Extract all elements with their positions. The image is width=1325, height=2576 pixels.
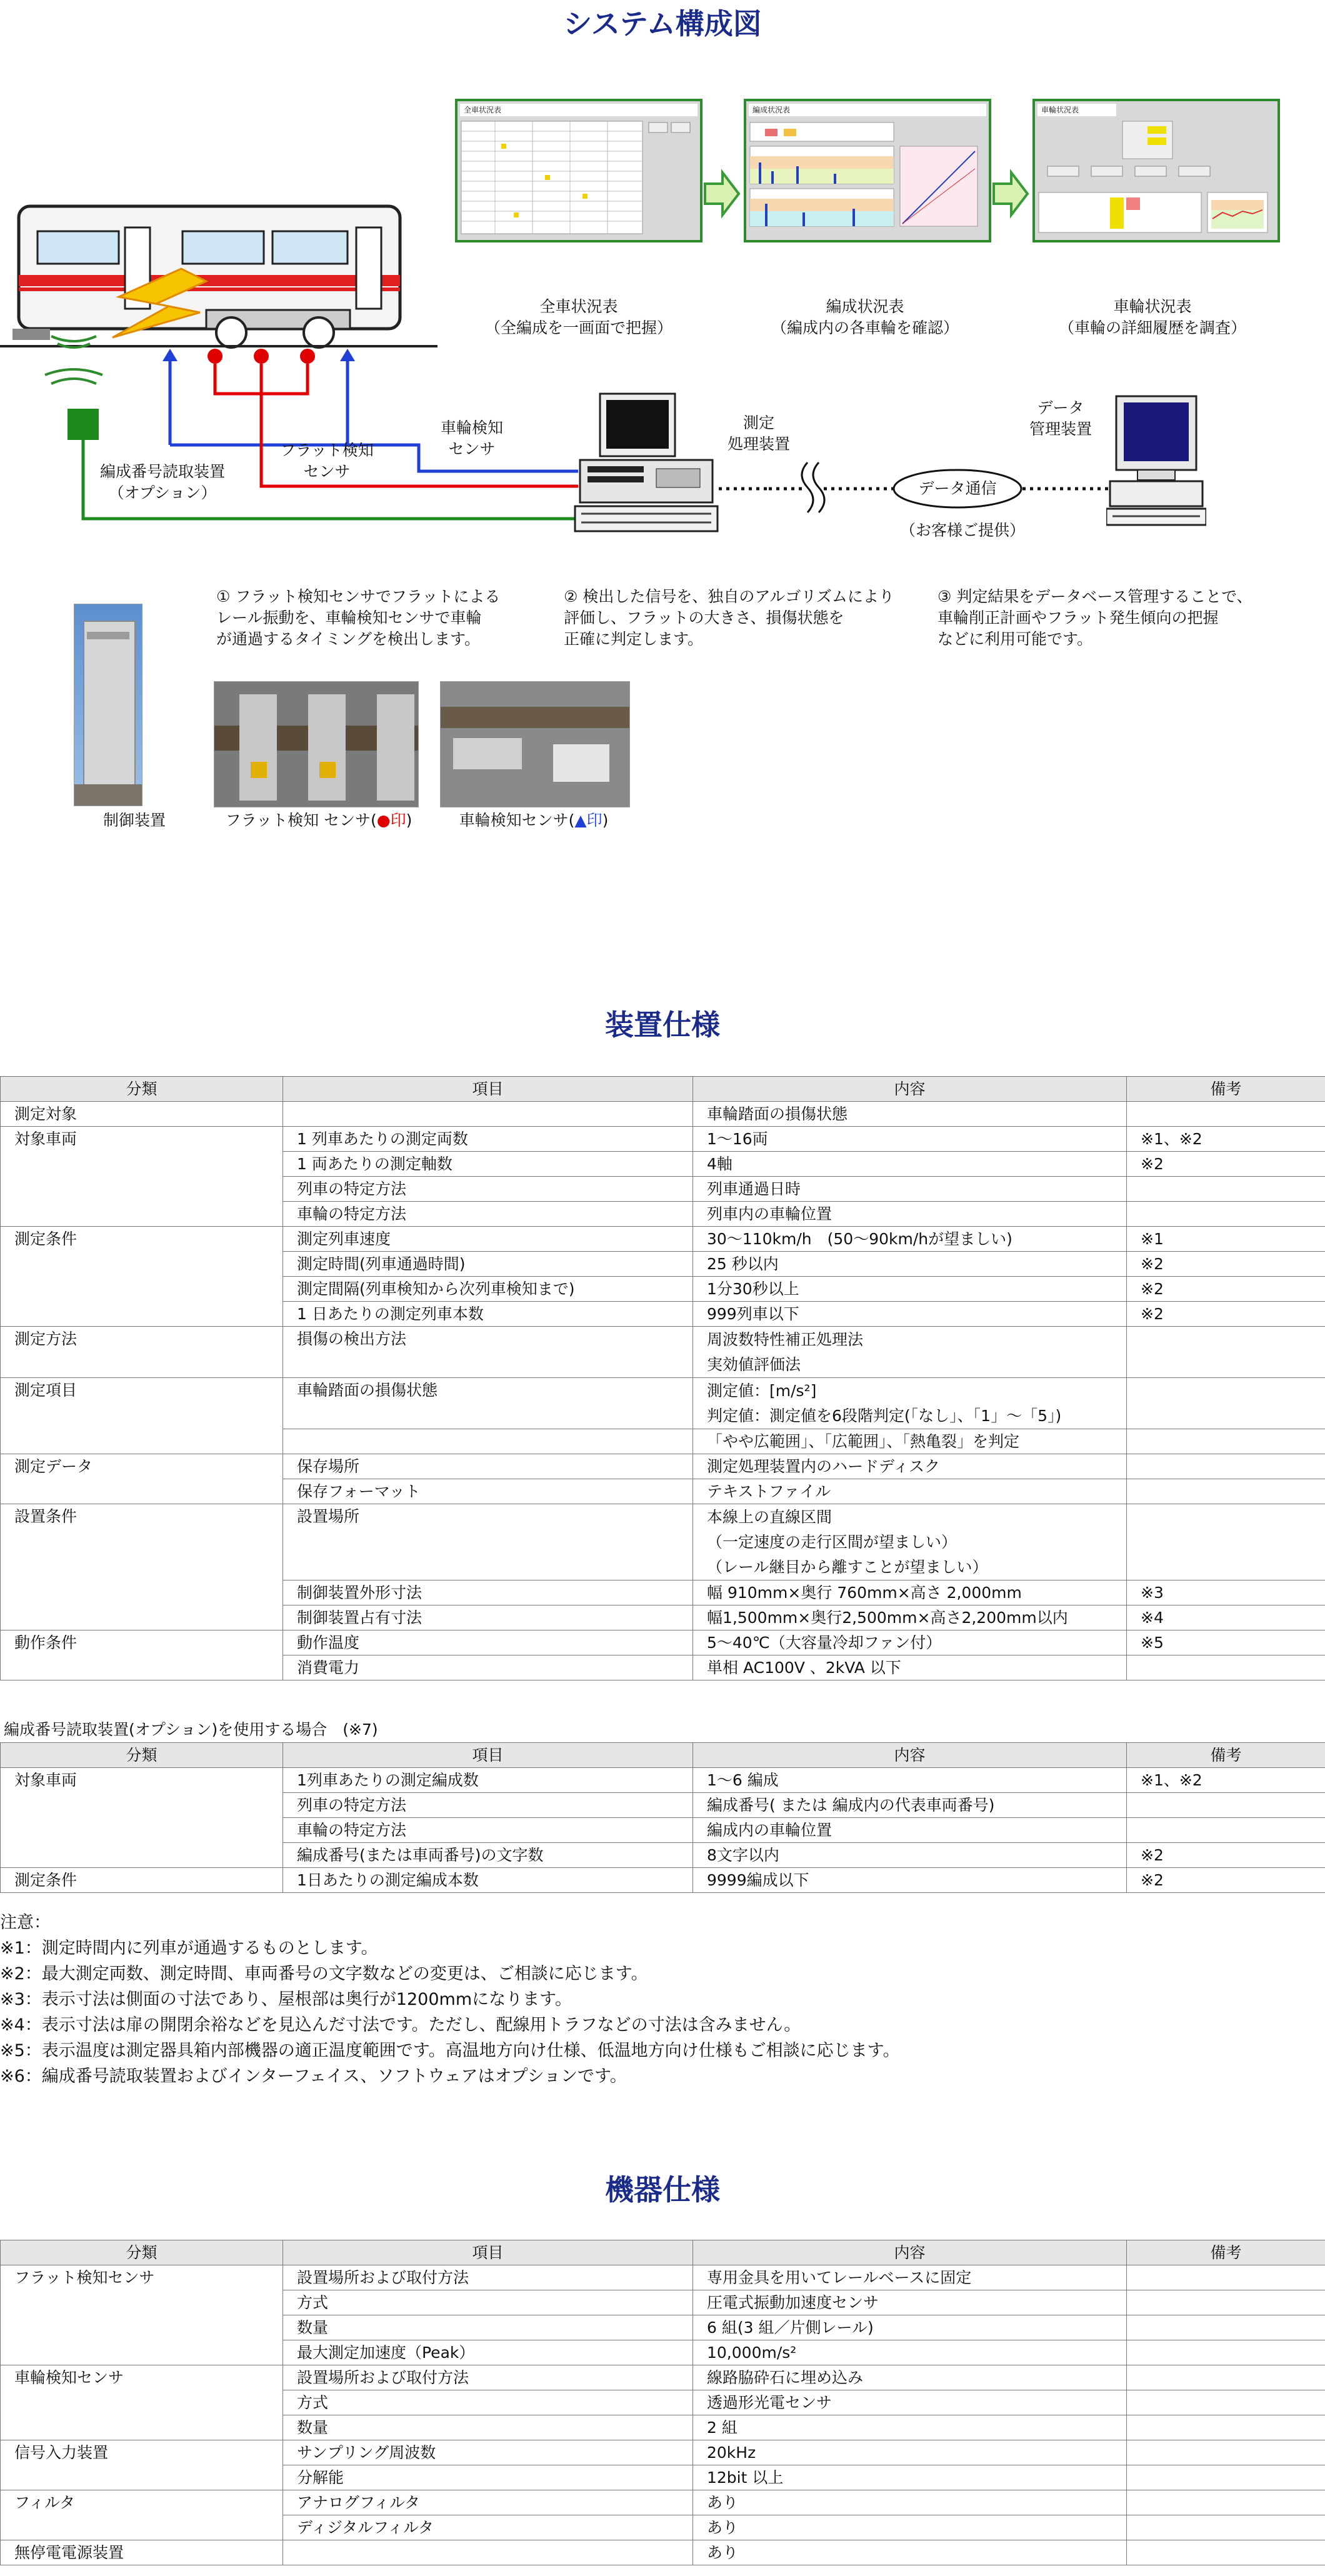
flat-sensor-caption: フラット検知 センサ(●印) — [225, 811, 412, 829]
table-row — [1, 1454, 1325, 1479]
table-cell: 方式 — [283, 2390, 693, 2415]
table-cell: フィルタ — [1, 2490, 283, 2540]
table-cell — [1127, 2290, 1325, 2315]
table-cell: 5〜40℃（大容量冷却ファン付） — [693, 1630, 1127, 1655]
table-cell: 車輪の特定方法 — [283, 1202, 693, 1227]
table-cell: 設置条件 — [1, 1504, 283, 1630]
table-cell: 8文字以内 — [693, 1843, 1127, 1868]
table-row — [1, 2490, 1325, 2515]
table-cell: 単相 AC100V 、2kVA 以下 — [693, 1655, 1127, 1680]
table-cell — [1127, 2315, 1325, 2340]
table-cell: 「やや広範囲」、「広範囲」、「熱亀裂」を判定 — [693, 1429, 1127, 1454]
table-cell: 損傷の検出方法 — [283, 1327, 693, 1378]
data-server-icon — [1106, 394, 1206, 531]
table-header-row — [1, 2240, 1325, 2265]
table-cell: ※2 — [1127, 1843, 1325, 1868]
table-cell: 測定対象 — [1, 1102, 283, 1127]
table-cell — [1127, 1793, 1325, 1818]
table-cell: あり — [693, 2515, 1127, 2540]
table-cell: 圧電式振動加速度センサ — [693, 2290, 1127, 2315]
table-header-cell: 内容 — [693, 1077, 1127, 1102]
table-cell: 車輪踏面の損傷状態 — [693, 1102, 1127, 1127]
table-cell — [1127, 1454, 1325, 1479]
table-cell: ※2 — [1127, 1152, 1325, 1177]
table-row — [1, 1768, 1325, 1793]
reader-label: 編成番号読取装置 （オプション） — [99, 462, 225, 502]
flat-sensor-photo — [214, 681, 419, 807]
measure-unit-label: 測定 処理装置 — [727, 414, 790, 453]
table-cell — [1127, 2365, 1325, 2390]
table-cell: 信号入力装置 — [1, 2440, 283, 2490]
table-cell: 10,000m/s² — [693, 2340, 1127, 2365]
table-cell: 6 組(3 組／片側レール) — [693, 2315, 1127, 2340]
table-cell — [1127, 1378, 1325, 1429]
table-cell: 幅 910mm×奥行 760mm×高さ 2,000mm — [693, 1580, 1127, 1605]
screen-formation-content — [746, 119, 984, 237]
table-cell: 測定データ — [1, 1454, 283, 1504]
table-cell: ※2 — [1127, 1868, 1325, 1893]
table-cell — [283, 1429, 693, 1454]
table-cell — [1127, 2415, 1325, 2440]
table-cell: 列車の特定方法 — [283, 1177, 693, 1202]
table-cell: 12bit 以上 — [693, 2465, 1127, 2490]
table-header-cell: 分類 — [1, 1077, 283, 1102]
table-cell: テキストファイル — [693, 1479, 1127, 1504]
table-cell: 制御装置外形寸法 — [283, 1580, 693, 1605]
table-cell: 無停電電源装置 — [1, 2540, 283, 2565]
table-row — [1, 1504, 1325, 1580]
table-row — [1, 1227, 1325, 1252]
table-cell: 保存フォーマット — [283, 1479, 693, 1504]
arrow-right-icon — [991, 169, 1030, 219]
screen-wheel — [1032, 99, 1280, 242]
control-unit-caption: 制御装置 — [102, 811, 166, 829]
note-line: ※2：最大測定両数、測定時間、車両番号の文字数などの変更は、ご相談に応じます。 — [0, 1964, 648, 1984]
step-1: ① フラット検知センサでフラットによる レール振動を、車輪検知センサで車輪 が通過するタイミングを検出します。 — [216, 587, 501, 648]
table-cell: 25 秒以内 — [693, 1252, 1127, 1277]
note-line: ※5：表示温度は測定器具箱内部機器の適正温度範囲です。高温地方向け仕様、低温地方向け仕様もご相談に応じます。 — [0, 2041, 900, 2060]
table-cell: ※1、※2 — [1127, 1127, 1325, 1152]
table-cell — [1127, 2265, 1325, 2290]
table-cell: 幅1,500mm×奥行2,500mm×高さ2,200mm以内 — [693, 1605, 1127, 1630]
equipment-spec-table — [0, 2240, 1325, 2565]
table-cell: 20kHz — [693, 2440, 1127, 2465]
note-line: ※6：編成番号読取装置およびインターフェイス、ソフトウェアはオプションです。 — [0, 2067, 627, 2086]
table-cell: ※2 — [1127, 1302, 1325, 1327]
table-cell: サンプリング周波数 — [283, 2440, 693, 2465]
table-cell: 周波数特性補正処理法 実効値評価法 — [693, 1327, 1127, 1378]
table-cell: 測定時間(列車通過時間) — [283, 1252, 693, 1277]
table-cell — [1127, 1102, 1325, 1127]
table-cell: あり — [693, 2540, 1127, 2565]
table-cell: 車輪の特定方法 — [283, 1818, 693, 1843]
screen-title: 編成状況表 — [749, 104, 986, 116]
table-cell: 本線上の直線区間 （一定速度の走行区間が望ましい） （レール継目から離すことが望ましい） — [693, 1504, 1127, 1580]
table-cell: 1分30秒以上 — [693, 1277, 1127, 1302]
table-cell: 999列車以下 — [693, 1302, 1127, 1327]
note-line: ※3：表示寸法は側面の寸法であり、屋根部は奥行が1200mmになります。 — [0, 1990, 572, 2009]
table-header-row — [1, 1743, 1325, 1768]
screen-title: 全車状況表 — [460, 104, 698, 116]
table-cell: ※2 — [1127, 1277, 1325, 1302]
equipment-spec-heading: 機器仕様 — [605, 2173, 720, 2207]
screen-title: 車輪状況表 — [1038, 104, 1116, 116]
table-cell: 4軸 — [693, 1152, 1127, 1177]
table-header-cell: 分類 — [1, 1743, 283, 1768]
table-cell — [1127, 2490, 1325, 2515]
option-spec-table — [0, 1742, 1325, 1893]
table-cell: 透過形光電センサ — [693, 2390, 1127, 2415]
wheel-sensor-photo — [440, 681, 630, 807]
table-cell: 最大測定加速度（Peak） — [283, 2340, 693, 2365]
table-cell — [1127, 1429, 1325, 1454]
table-cell: 専用金具を用いてレールベースに固定 — [693, 2265, 1127, 2290]
table-cell — [1127, 1202, 1325, 1227]
table-cell: 測定列車速度 — [283, 1227, 693, 1252]
table-header-cell: 項目 — [283, 1077, 693, 1102]
option-caption: 編成番号読取装置(オプション)を使用する場合 (※7) — [4, 1720, 378, 1739]
flat-sensor-label: フラット検知 センサ — [280, 441, 374, 481]
table-row — [1, 2440, 1325, 2465]
table-cell: 1日あたりの測定編成本数 — [283, 1868, 693, 1893]
table-cell: 分解能 — [283, 2465, 693, 2490]
table-cell: 測定項目 — [1, 1378, 283, 1454]
table-cell: 動作条件 — [1, 1630, 283, 1680]
table-cell: 対象車両 — [1, 1768, 283, 1868]
table-cell: ※2 — [1127, 1252, 1325, 1277]
table-row — [1, 1102, 1325, 1127]
table-header-cell: 備考 — [1127, 1077, 1325, 1102]
table-cell: 1 日あたりの測定列車本数 — [283, 1302, 693, 1327]
table-row — [1, 1630, 1325, 1655]
table-header-cell: 項目 — [283, 2240, 693, 2265]
table-cell: 列車通過日時 — [693, 1177, 1127, 1202]
table-row — [1, 1327, 1325, 1378]
customer-label: （お客様ご提供） — [899, 521, 1025, 539]
table-cell: 編成番号( または 編成内の代表車両番号) — [693, 1793, 1127, 1818]
note-line: ※4：表示寸法は扉の開閉余裕などを見込んだ寸法です。ただし、配線用トラフなどの寸法は含みません。 — [0, 2015, 801, 2035]
table-cell: 測定処理装置内のハードディスク — [693, 1454, 1127, 1479]
table-cell: 設置場所 — [283, 1504, 693, 1580]
table-cell: ※3 — [1127, 1580, 1325, 1605]
control-unit-photo — [74, 604, 142, 806]
table-cell — [1127, 1327, 1325, 1378]
table-cell: 1〜16両 — [693, 1127, 1127, 1152]
table-cell — [1127, 2390, 1325, 2415]
table-cell: 30〜110km/h (50〜90km/hが望ましい) — [693, 1227, 1127, 1252]
table-cell: あり — [693, 2490, 1127, 2515]
table-cell — [1127, 2465, 1325, 2490]
table-cell: 車輪検知センサ — [1, 2365, 283, 2440]
table-cell: 消費電力 — [283, 1655, 693, 1680]
table-header-cell: 項目 — [283, 1743, 693, 1768]
table-header-cell: 備考 — [1127, 1743, 1325, 1768]
table-cell: 設置場所および取付方法 — [283, 2265, 693, 2290]
table-cell: 2 組 — [693, 2415, 1127, 2440]
caption-formation: 編成状況表 （編成内の各車輪を確認） — [771, 297, 959, 337]
note-line: ※1：測定時間内に列車が通過するものとします。 — [0, 1939, 378, 1958]
table-header-cell: 分類 — [1, 2240, 283, 2265]
table-cell: 動作温度 — [283, 1630, 693, 1655]
table-cell — [1127, 1818, 1325, 1843]
table-cell: 編成番号(または車両番号)の文字数 — [283, 1843, 693, 1868]
table-row — [1, 2365, 1325, 2390]
wheel-sensor-label: 車輪検知 センサ — [440, 419, 503, 458]
table-cell: ディジタルフィルタ — [283, 2515, 693, 2540]
table-cell — [1127, 1504, 1325, 1580]
caption-wheel: 車輪状況表 （車輪の詳細履歴を調査） — [1058, 297, 1246, 337]
step-2: ② 検出した信号を、独自のアルゴリズムにより 評価し、フラットの大きさ、損傷状態を 正確に判定します。 — [564, 587, 894, 648]
table-cell: 対象車両 — [1, 1127, 283, 1227]
table-cell: ※1 — [1127, 1227, 1325, 1252]
system-heading: システム構成図 — [563, 7, 762, 41]
table-cell: アナログフィルタ — [283, 2490, 693, 2515]
table-cell: 保存場所 — [283, 1454, 693, 1479]
screen-wheel-content — [1035, 119, 1272, 237]
table-cell: フラット検知センサ — [1, 2265, 283, 2365]
table-cell: 1〜6 編成 — [693, 1768, 1127, 1793]
table-cell: 線路脇砕石に埋め込み — [693, 2365, 1127, 2390]
table-cell: 設置場所および取付方法 — [283, 2365, 693, 2390]
table-cell: ※5 — [1127, 1630, 1325, 1655]
table-row — [1, 2265, 1325, 2290]
table-cell — [283, 2540, 693, 2565]
table-cell — [283, 1102, 693, 1127]
table-cell: 編成内の車輪位置 — [693, 1818, 1127, 1843]
table-cell — [1127, 2440, 1325, 2465]
table-cell — [1127, 2540, 1325, 2565]
table-row — [1, 1127, 1325, 1152]
caption-all-cars: 全車状況表 （全編成を一画面で把握） — [484, 297, 672, 337]
table-cell: 測定値：[m/s²] 判定値：測定値を6段階判定(「なし」、「1」〜「5」) — [693, 1378, 1127, 1429]
table-cell: 数量 — [283, 2415, 693, 2440]
table-cell: 制御装置占有寸法 — [283, 1605, 693, 1630]
comm-label: データ通信 — [918, 479, 997, 497]
table-cell — [1127, 1177, 1325, 1202]
data-manager-label: データ 管理装置 — [1029, 399, 1092, 438]
table-row — [1, 1378, 1325, 1429]
table-cell: 数量 — [283, 2315, 693, 2340]
table-cell: 車輪踏面の損傷状態 — [283, 1378, 693, 1429]
table-cell: 9999編成以下 — [693, 1868, 1127, 1893]
table-cell: 方式 — [283, 2290, 693, 2315]
table-cell: 1列車あたりの測定編成数 — [283, 1768, 693, 1793]
table-cell — [1127, 2515, 1325, 2540]
table-header-cell: 備考 — [1127, 2240, 1325, 2265]
table-cell: 1 列車あたりの測定両数 — [283, 1127, 693, 1152]
device-spec-table — [0, 1076, 1325, 1680]
table-header-cell: 内容 — [693, 1743, 1127, 1768]
table-cell: ※4 — [1127, 1605, 1325, 1630]
table-cell: 列車の特定方法 — [283, 1793, 693, 1818]
table-cell: 測定方法 — [1, 1327, 283, 1378]
note-line: 注意： — [0, 1913, 51, 1932]
table-cell: 測定条件 — [1, 1868, 283, 1893]
table-row — [1, 2540, 1325, 2565]
table-cell: 列車内の車輪位置 — [693, 1202, 1127, 1227]
table-header-cell: 内容 — [693, 2240, 1127, 2265]
step-3: ③ 判定結果をデータベース管理することで、 車輪削正計画やフラット発生傾向の把握 などに利用可能です。 — [938, 587, 1252, 648]
table-cell: 測定条件 — [1, 1227, 283, 1327]
table-header-row — [1, 1077, 1325, 1102]
table-cell — [1127, 1479, 1325, 1504]
table-cell: 1 両あたりの測定軸数 — [283, 1152, 693, 1177]
table-cell — [1127, 2340, 1325, 2365]
table-cell: ※1、※2 — [1127, 1768, 1325, 1793]
table-row — [1, 1868, 1325, 1893]
device-spec-heading: 装置仕様 — [605, 1008, 720, 1042]
table-cell — [1127, 1655, 1325, 1680]
wheel-sensor-caption: 車輪検知センサ(▲印) — [459, 811, 609, 829]
table-cell: 測定間隔(列車検知から次列車検知まで) — [283, 1277, 693, 1302]
